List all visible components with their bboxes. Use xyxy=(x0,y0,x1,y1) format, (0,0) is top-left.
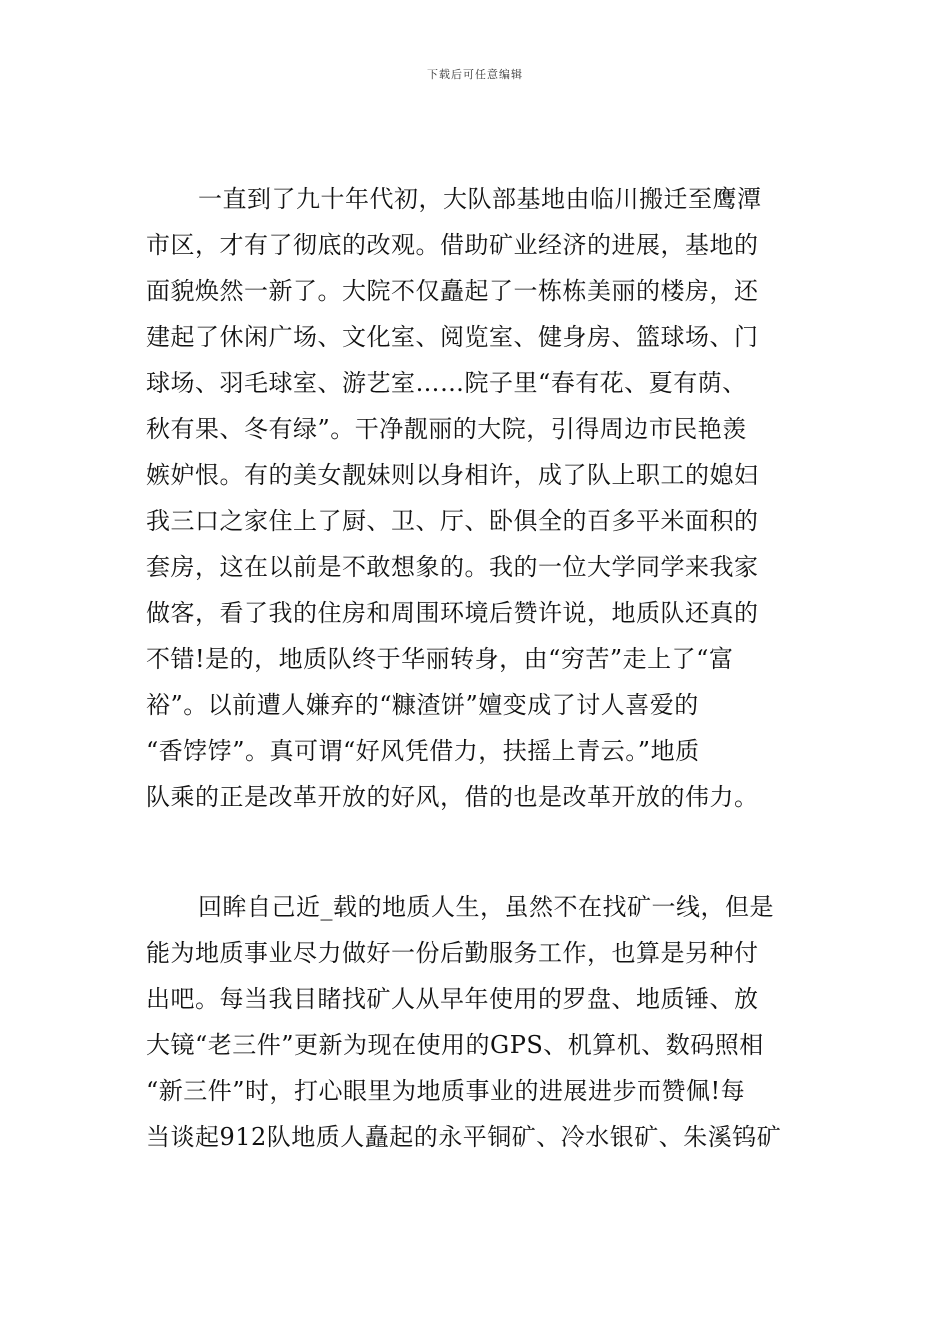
paragraph-line: 秋有果、冬有绿”。干净靓丽的大院，引得周边市民艳羡 xyxy=(146,415,747,443)
paragraph-line: 能为地质事业尽力做好一份后勤服务工作，也算是另种付 xyxy=(146,939,759,967)
paragraph-line: 做客，看了我的住房和周围环境后赞许说，地质队还真的 xyxy=(146,599,759,627)
paragraph-line: 队乘的正是改革开放的好风，借的也是改革开放的伟力。 xyxy=(146,783,759,811)
page-header: 下载后可任意编辑 xyxy=(427,68,523,81)
paragraph-line: “新三件”时，打心眼里为地质事业的进展进步而赞佩!每 xyxy=(146,1077,746,1105)
paragraph-2 xyxy=(146,884,806,1160)
paragraph-line: 不错!是的，地质队终于华丽转身，由“穷苦”走上了“富 xyxy=(146,645,734,673)
paragraph-line: 当谈起912队地质人矗起的永平铜矿、冷水银矿、朱溪钨矿 xyxy=(146,1123,782,1151)
document-body xyxy=(146,176,806,1160)
paragraph-line: 球场、羽毛球室、游艺室……院子里“春有花、夏有荫、 xyxy=(146,369,747,397)
paragraph-line: 套房，这在以前是不敢想象的。我的一位大学同学来我家 xyxy=(146,553,759,581)
paragraph-line: 裕”。以前遭人嫌弃的“糠渣饼”嬗变成了讨人喜爱的 xyxy=(146,691,699,719)
paragraph-1 xyxy=(146,176,806,820)
paragraph-line: “香饽饽”。真可谓“好风凭借力，扶摇上青云。”地质 xyxy=(146,737,700,765)
paragraph-line: 建起了休闲广场、文化室、阅览室、健身房、篮球场、门 xyxy=(146,323,759,351)
paragraph-line: 回眸自己近_载的地质人生，虽然不在找矿一线，但是 xyxy=(198,893,774,921)
paragraph-line: 一直到了九十年代初，大队部基地由临川搬迁至鹰潭 xyxy=(198,185,762,213)
paragraph-line: 面貌焕然一新了。大院不仅矗起了一栋栋美丽的楼房，还 xyxy=(146,277,759,305)
paragraph-line: 出吧。每当我目睹找矿人从早年使用的罗盘、地质锤、放 xyxy=(146,985,759,1013)
paragraph-line: 市区，才有了彻底的改观。借助矿业经济的进展，基地的 xyxy=(146,231,759,259)
paragraph-spacer xyxy=(146,820,806,884)
paragraph-line: 大镜“老三件”更新为现在使用的GPS、机算机、数码照相 xyxy=(146,1031,764,1059)
paragraph-line: 嫉妒恨。有的美女靓妹则以身相许，成了队上职工的媳妇 xyxy=(146,461,759,489)
paragraph-line: 我三口之家住上了厨、卫、厅、卧俱全的百多平米面积的 xyxy=(146,507,759,535)
